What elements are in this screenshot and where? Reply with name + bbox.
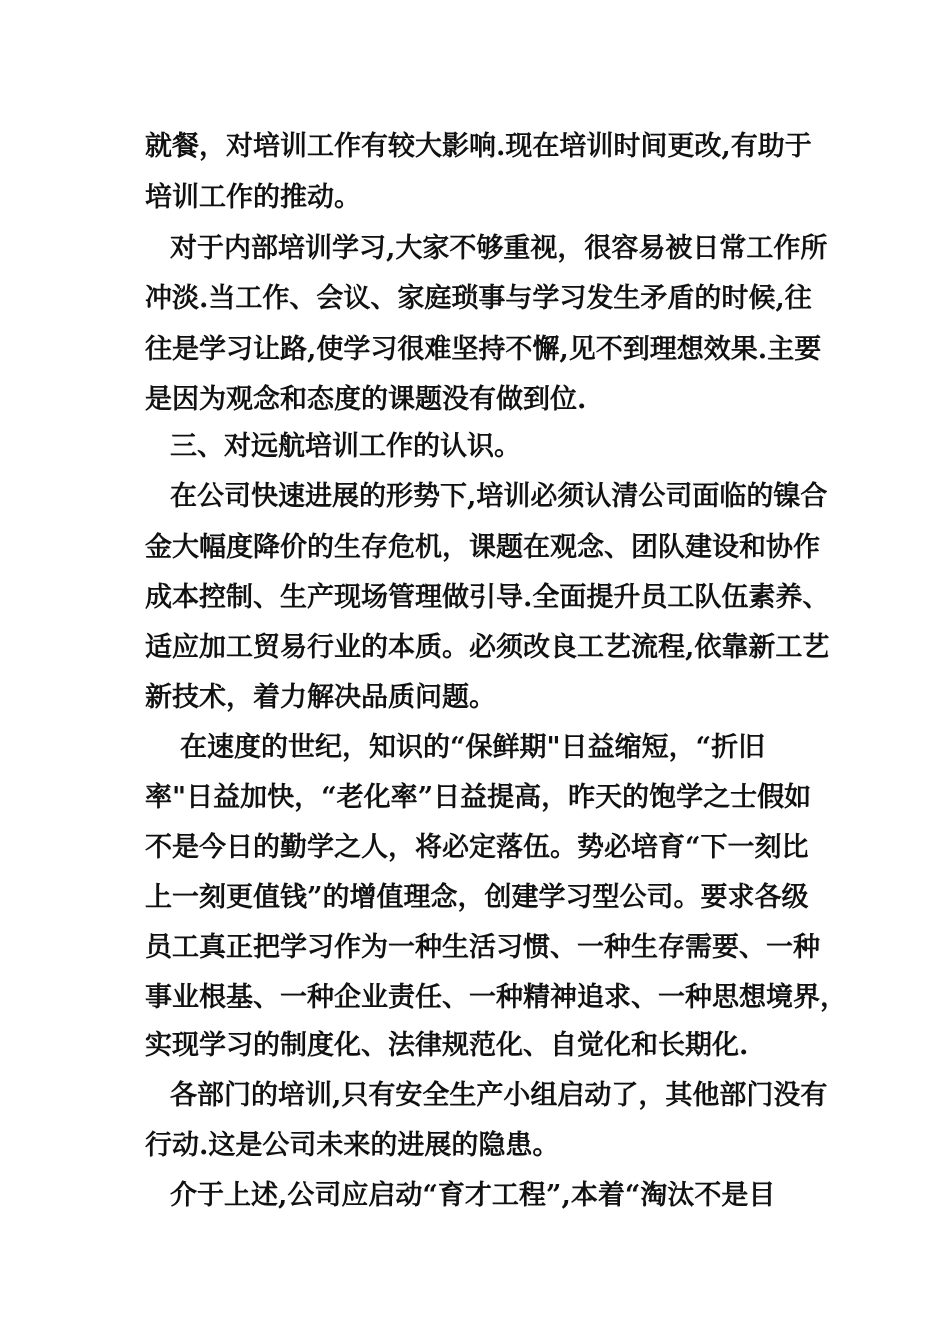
section-heading: 三、对远航培训工作的认识。 <box>170 431 521 462</box>
text-line: 不是今日的勤学之人，将必定落伍。势必培育“下一刻比 <box>145 832 809 863</box>
text-line: 适应加工贸易行业的本质。必须改良工艺流程,依靠新工艺 <box>145 632 830 663</box>
text-line: 行动.这是公司未来的进展的隐患。 <box>145 1130 560 1161</box>
text-line: 新技术，着力解决品质问题。 <box>145 682 496 713</box>
paragraph-start-line: 在公司快速进展的形势下,培训必须认清公司面临的镍合 <box>170 481 828 512</box>
text-line: 成本控制、生产现场管理做引导.全面提升员工队伍素养、 <box>145 582 830 613</box>
text-line: 员工真正把学习作为一种生活习惯、一种生存需要、一种 <box>145 932 820 963</box>
paragraph-start-line: 对于内部培训学习,大家不够重视，很容易被日常工作所 <box>170 233 828 264</box>
text-line: 就餐，对培训工作有较大影响.现在培训时间更改,有助于 <box>145 131 812 162</box>
text-line: 金大幅度降价的生存危机，课题在观念、团队建设和协作 <box>145 532 820 563</box>
text-line: 实现学习的制度化、法律规范化、自觉化和长期化. <box>145 1030 749 1061</box>
text-line: 上一刻更值钱”的增值理念，创建学习型公司。要求各级 <box>145 882 809 913</box>
text-line: 培训工作的推动。 <box>145 182 361 213</box>
text-line: 冲淡.当工作、会议、家庭琐事与学习发生矛盾的时候,往 <box>145 283 812 314</box>
paragraph-start-line: 各部门的培训,只有安全生产小组启动了，其他部门没有 <box>170 1080 828 1111</box>
paragraph-start-line: 介于上述,公司应启动“育才工程”,本着“淘汰不是目 <box>170 1180 776 1211</box>
text-line: 率"日益加快，“老化率”日益提高，昨天的饱学之士假如 <box>145 782 812 813</box>
text-line: 往是学习让路,使学习很难坚持不懈,见不到理想效果.主要 <box>145 334 822 365</box>
text-line: 是因为观念和态度的课题没有做到位. <box>145 384 587 415</box>
paragraph-start-line: 在速度的世纪，知识的“保鲜期"日益缩短，“折旧 <box>180 732 766 763</box>
text-line: 事业根基、一种企业责任、一种精神追求、一种思想境界， <box>145 982 847 1013</box>
